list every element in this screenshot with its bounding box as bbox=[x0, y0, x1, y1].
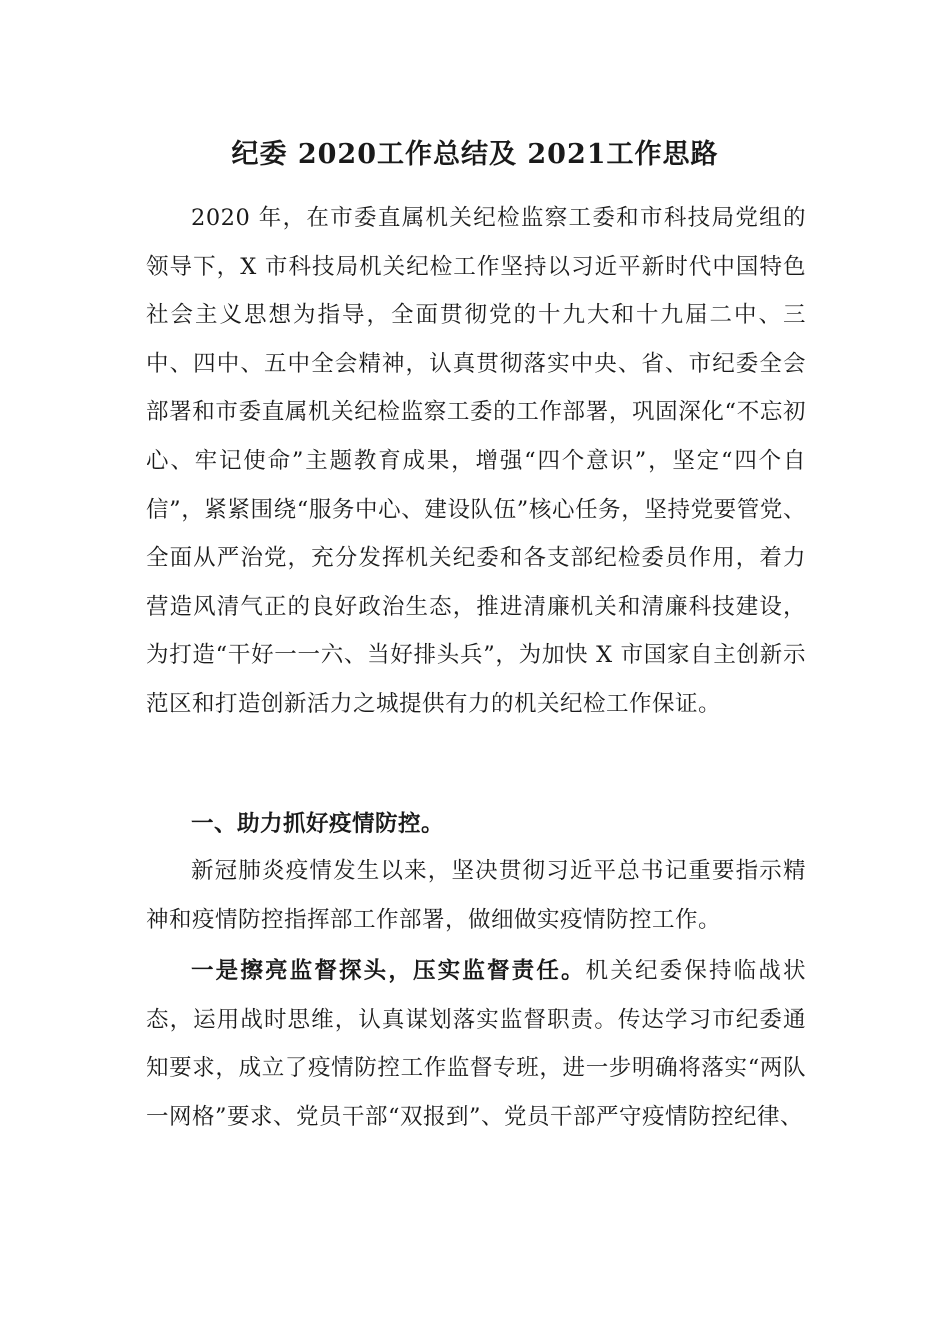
intro-paragraph: 2020 年，在市委直属机关纪检监察工委和市科技局党组的领导下，X 市科技局机关纪检工作坚持以习近平新时代中国特色社会主义思想为指导，全面贯彻党的十九大和十九届二中、三中、四中、五中全会精神，认真贯彻落实中央、省、市纪委全会部署和市委直属机关纪检监察工委的工作部署，巩固深化“不忘初心、牢记使命”主题教育成果，增强“四个意识”，坚定“四个自信”，紧紧围绕“服务中心、建设队伍”核心任务，坚持党要管党、全面从严治党，充分发挥机关纪委和各支部纪检委员作用，着力营造风清气正的良好政治生态，推进清廉机关和清廉科技建设，为打造“干好一一六、当好排头兵”，为加快 X 市国家自主创新示范区和打造创新活力之城提供有力的机关纪检工作保证。 bbox=[146, 205, 806, 717]
document-title: 纪委 2020工作总结及 2021工作思路 bbox=[231, 139, 719, 170]
section-heading-1: 一、助力抓好疫情防控。 bbox=[191, 811, 445, 837]
section-1-point-1 bbox=[146, 947, 806, 1141]
section-1-paragraph: 新冠肺炎疫情发生以来，坚决贯彻习近平总书记重要指示精神和疫情防控指挥部工作部署，做细做实疫情防控工作。 bbox=[146, 858, 806, 933]
point-1-lead: 一是擦亮监督探头，压实监督责任。 bbox=[191, 958, 586, 984]
point-1-body: 机关纪委保持临战状态，运用战时思维，认真谋划落实监督职责。传达学习市纪委通知要求，成立了疫情防控工作监督专班，进一步明确将落实“两队一网格”要求、党员干部“双报到”、党员干部严守疫情防控纪律、 bbox=[146, 958, 806, 1130]
